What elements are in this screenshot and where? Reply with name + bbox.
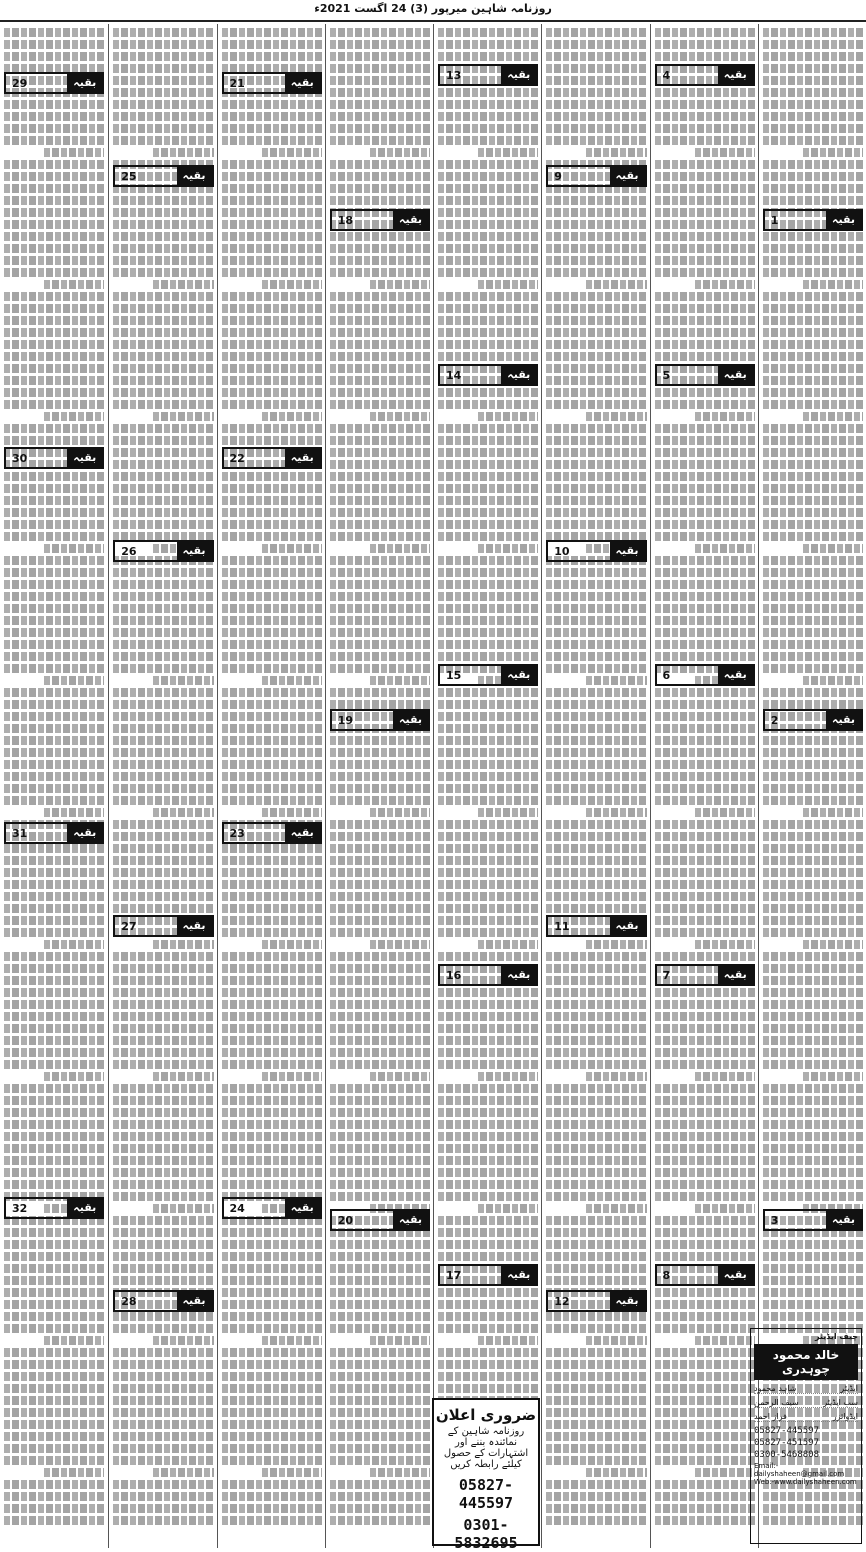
section-label: بقیہ: [393, 711, 428, 729]
continuation-box: [222, 822, 322, 844]
continuation-box: [655, 1264, 755, 1286]
continuation-box: [113, 1290, 213, 1312]
continuation-box: [113, 915, 213, 937]
section-label: بقیہ: [177, 542, 212, 560]
section-label: بقیہ: [177, 1292, 212, 1310]
section-label: بقیہ: [718, 366, 753, 384]
box-number: 20: [337, 1213, 354, 1227]
box-number: 22: [229, 451, 245, 465]
section-label: بقیہ: [610, 542, 645, 560]
box-number: 17: [446, 1268, 462, 1282]
section-label: بقیہ: [501, 366, 536, 384]
imprint-key: ایڈوائزر: [832, 1412, 858, 1421]
imprint-phone: 05827-451597: [754, 1438, 820, 1448]
column: [0, 24, 108, 1548]
imprint-value: سیف الرحمن: [754, 1398, 799, 1407]
section-label: بقیہ: [501, 1266, 536, 1284]
imprint-row: [754, 1384, 858, 1394]
box-number: 4: [662, 68, 671, 82]
box-number: 12: [554, 1294, 570, 1308]
continuation-box: [113, 165, 213, 187]
column-text: [330, 28, 430, 1528]
imprint-row: [754, 1412, 858, 1422]
section-label: بقیہ: [285, 1199, 320, 1217]
continuation-box: [546, 165, 646, 187]
continuation-box: [438, 1264, 538, 1286]
section-label: بقیہ: [285, 824, 320, 842]
continuation-box: [438, 364, 538, 386]
section-label: بقیہ: [67, 449, 102, 467]
column-text: [4, 28, 104, 1528]
box-number: 18: [337, 213, 354, 227]
notice-phone-1: 05827-445597: [458, 1476, 514, 1512]
box-number: 14: [446, 368, 462, 382]
imprint-email: Email:-dailyshaheen@gmail.com: [754, 1462, 845, 1478]
imprint-value: شاہد محمود: [754, 1384, 797, 1393]
continuation-box: [4, 447, 104, 469]
box-number: 30: [12, 451, 28, 465]
section-label: بقیہ: [67, 74, 102, 92]
section-label: بقیہ: [826, 211, 861, 229]
box-number: 8: [662, 1268, 671, 1282]
notice-heading: ضروری اعلان: [435, 1406, 537, 1424]
section-label: بقیہ: [718, 66, 753, 84]
section-label: بقیہ: [67, 824, 102, 842]
section-label: بقیہ: [67, 1199, 102, 1217]
column-text: [655, 28, 755, 1528]
box-number: 19: [337, 713, 354, 727]
masthead-title: روزنامہ شاہین میرپور (3) 24 اگست 2021ء: [314, 2, 552, 15]
box-number: 5: [662, 368, 671, 382]
box-number: 1: [770, 213, 779, 227]
imprint-phones: [754, 1426, 858, 1460]
section-label: بقیہ: [826, 1211, 861, 1229]
box-number: 26: [121, 544, 137, 558]
column: [758, 24, 866, 1548]
box-number: 6: [662, 668, 671, 682]
box-number: 28: [121, 1294, 137, 1308]
box-number: 2: [770, 713, 779, 727]
box-number: 7: [662, 968, 671, 982]
continuation-box: [546, 540, 646, 562]
section-label: بقیہ: [610, 167, 645, 185]
editor-label: چیف ایڈیٹر: [815, 1332, 858, 1341]
column: [325, 24, 434, 1548]
imprint-value: فراز احمد: [754, 1412, 787, 1421]
continuation-box: [330, 1209, 430, 1231]
notice-body: روزنامہ شاہین کے نمائندہ بننے اور اشتہارات کے حصول کیلئے رابطہ کریں: [443, 1426, 529, 1470]
section-label: بقیہ: [393, 1211, 428, 1229]
continuation-box: [4, 1197, 104, 1219]
box-number: 32: [12, 1201, 28, 1215]
box-number: 13: [446, 68, 462, 82]
section-label: بقیہ: [177, 167, 212, 185]
box-number: 25: [121, 169, 137, 183]
continuation-box: [546, 1290, 646, 1312]
imprint-key: سب ایڈیٹر: [823, 1398, 858, 1407]
continuation-box: [763, 209, 863, 231]
masthead: [0, 0, 866, 22]
box-number: 24: [229, 1201, 245, 1215]
section-label: بقیہ: [177, 917, 212, 935]
box-number: 15: [446, 668, 462, 682]
imprint-box: [750, 1328, 862, 1544]
box-number: 16: [446, 968, 462, 982]
section-label: بقیہ: [501, 666, 536, 684]
column-text: [222, 28, 322, 1528]
column: [650, 24, 759, 1548]
box-number: 9: [554, 169, 562, 183]
column-text: [763, 28, 863, 1528]
box-number: 27: [121, 919, 137, 933]
continuation-box: [655, 64, 755, 86]
continuation-box: [222, 72, 322, 94]
section-label: بقیہ: [393, 211, 428, 229]
column: [541, 24, 650, 1548]
continuation-box: [330, 709, 430, 731]
box-number: 23: [229, 826, 245, 840]
box-number: 3: [770, 1213, 779, 1227]
imprint-web: Web:-www.dailyshaheen.com: [754, 1478, 857, 1486]
editor-name: خالد محمود چوہدری: [754, 1344, 858, 1380]
notice-box: [432, 1398, 540, 1552]
section-label: بقیہ: [501, 66, 536, 84]
continuation-box: [222, 447, 322, 469]
column-text: [438, 28, 538, 1528]
box-number: 29: [12, 76, 28, 90]
box-number: 10: [554, 544, 570, 558]
continuation-box: [438, 964, 538, 986]
section-label: بقیہ: [826, 711, 861, 729]
column: [433, 24, 542, 1548]
continuation-box: [113, 540, 213, 562]
continuation-box: [4, 72, 104, 94]
column: [217, 24, 326, 1548]
section-label: بقیہ: [718, 966, 753, 984]
column: [108, 24, 217, 1548]
continuation-box: [330, 209, 430, 231]
continuation-box: [438, 664, 538, 686]
imprint-key: ایڈیٹر: [840, 1384, 858, 1393]
continuation-box: [222, 1197, 322, 1219]
continuation-box: [655, 964, 755, 986]
imprint-phone: 0300-5468808: [754, 1450, 820, 1460]
section-label: بقیہ: [285, 449, 320, 467]
box-number: 11: [554, 919, 570, 933]
imprint-row: [754, 1398, 858, 1408]
continuation-box: [763, 1209, 863, 1231]
section-label: بقیہ: [501, 966, 536, 984]
section-label: بقیہ: [285, 74, 320, 92]
notice-phone-2: 0301-5832695: [454, 1516, 518, 1552]
section-label: بقیہ: [610, 1292, 645, 1310]
continuation-box: [546, 915, 646, 937]
section-label: بقیہ: [610, 917, 645, 935]
box-number: 21: [229, 76, 245, 90]
continuation-box: [4, 822, 104, 844]
continuation-box: [655, 364, 755, 386]
section-label: بقیہ: [718, 666, 753, 684]
imprint-phone: 05827-445597: [754, 1426, 820, 1436]
continuation-box: [763, 709, 863, 731]
section-label: بقیہ: [718, 1266, 753, 1284]
continuation-box: [655, 664, 755, 686]
box-number: 31: [12, 826, 28, 840]
continuation-box: [438, 64, 538, 86]
